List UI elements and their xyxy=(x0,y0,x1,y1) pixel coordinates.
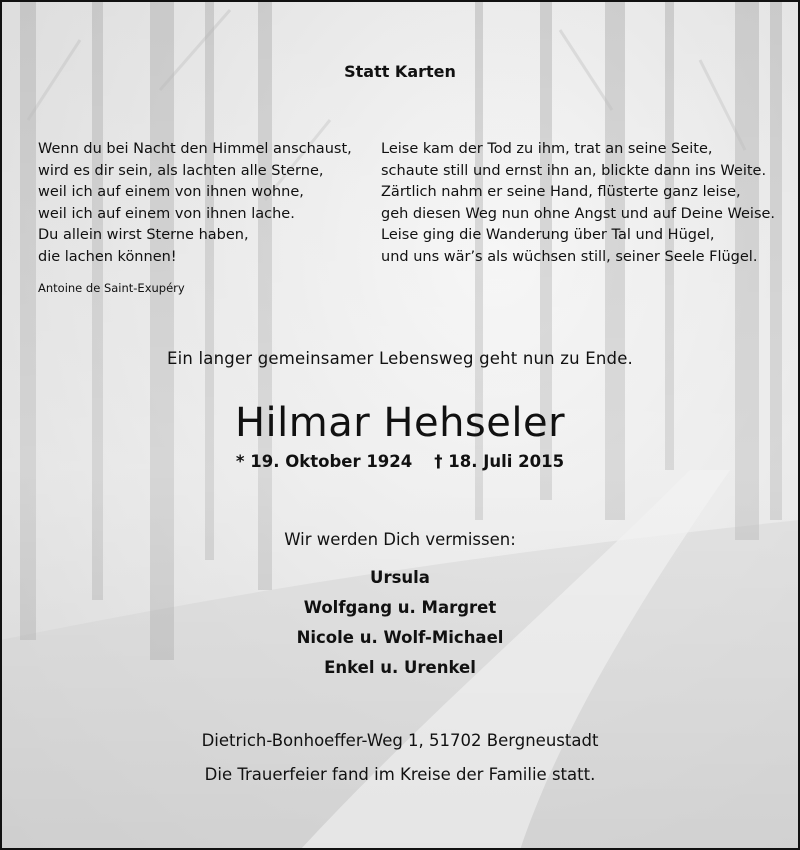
poem-right-line: schaute still und ernst ihn an, blickte dann ins Weite. xyxy=(381,162,767,179)
mourner-name: Enkel u. Urenkel xyxy=(324,658,476,677)
poem-right-line: Leise ging die Wanderung über Tal und Hügel, xyxy=(381,227,715,243)
mourner-name: Ursula xyxy=(370,568,430,587)
mourner-name: Wolfgang u. Margret xyxy=(303,598,497,617)
poem-right-line: geh diesen Weg nun ohne Angst und auf Deine Weise. xyxy=(381,205,776,222)
poem-left-line: Wenn du bei Nacht den Himmel anschaust, xyxy=(38,141,352,157)
mourners-list xyxy=(0,563,800,683)
poem-author: Antoine de Saint-Exupéry xyxy=(38,281,185,295)
poem-right-line: und uns wär’s als wüchsen still, seiner Seele Flügel. xyxy=(381,248,758,265)
mourners-heading: Wir werden Dich vermissen: xyxy=(284,530,516,549)
death-date: † 18. Juli 2015 xyxy=(434,452,565,471)
mourner-name: Nicole u. Wolf-Michael xyxy=(296,628,504,647)
birth-date: * 19. Oktober 1924 xyxy=(235,452,413,471)
address: Dietrich-Bonhoeffer-Weg 1, 51702 Bergneustadt xyxy=(201,731,599,750)
poem-left-line: wird es dir sein, als lachten alle Sterne, xyxy=(38,162,324,179)
poem-left xyxy=(38,139,368,268)
poem-left-line: Du allein wirst Sterne haben, xyxy=(38,227,249,243)
poem-right-line: Leise kam der Tod zu ihm, trat an seine Seite, xyxy=(381,141,713,157)
header-statt-karten: Statt Karten xyxy=(344,62,456,81)
life-dates xyxy=(0,452,800,471)
poem-right-line: Zärtlich nahm er seine Hand, flüsterte ganz leise, xyxy=(381,184,741,200)
poem-left-line: weil ich auf einem von ihnen wohne, xyxy=(38,184,304,200)
intro-text: Ein langer gemeinsamer Lebensweg geht nun zu Ende. xyxy=(167,349,633,368)
poem-left-line: die lachen können! xyxy=(38,248,177,265)
funeral-note: Die Trauerfeier fand im Kreise der Familie statt. xyxy=(204,765,596,784)
poem-left-line: weil ich auf einem von ihnen lache. xyxy=(38,205,295,222)
poem-right xyxy=(381,139,781,268)
deceased-name: Hilmar Hehseler xyxy=(234,400,566,446)
